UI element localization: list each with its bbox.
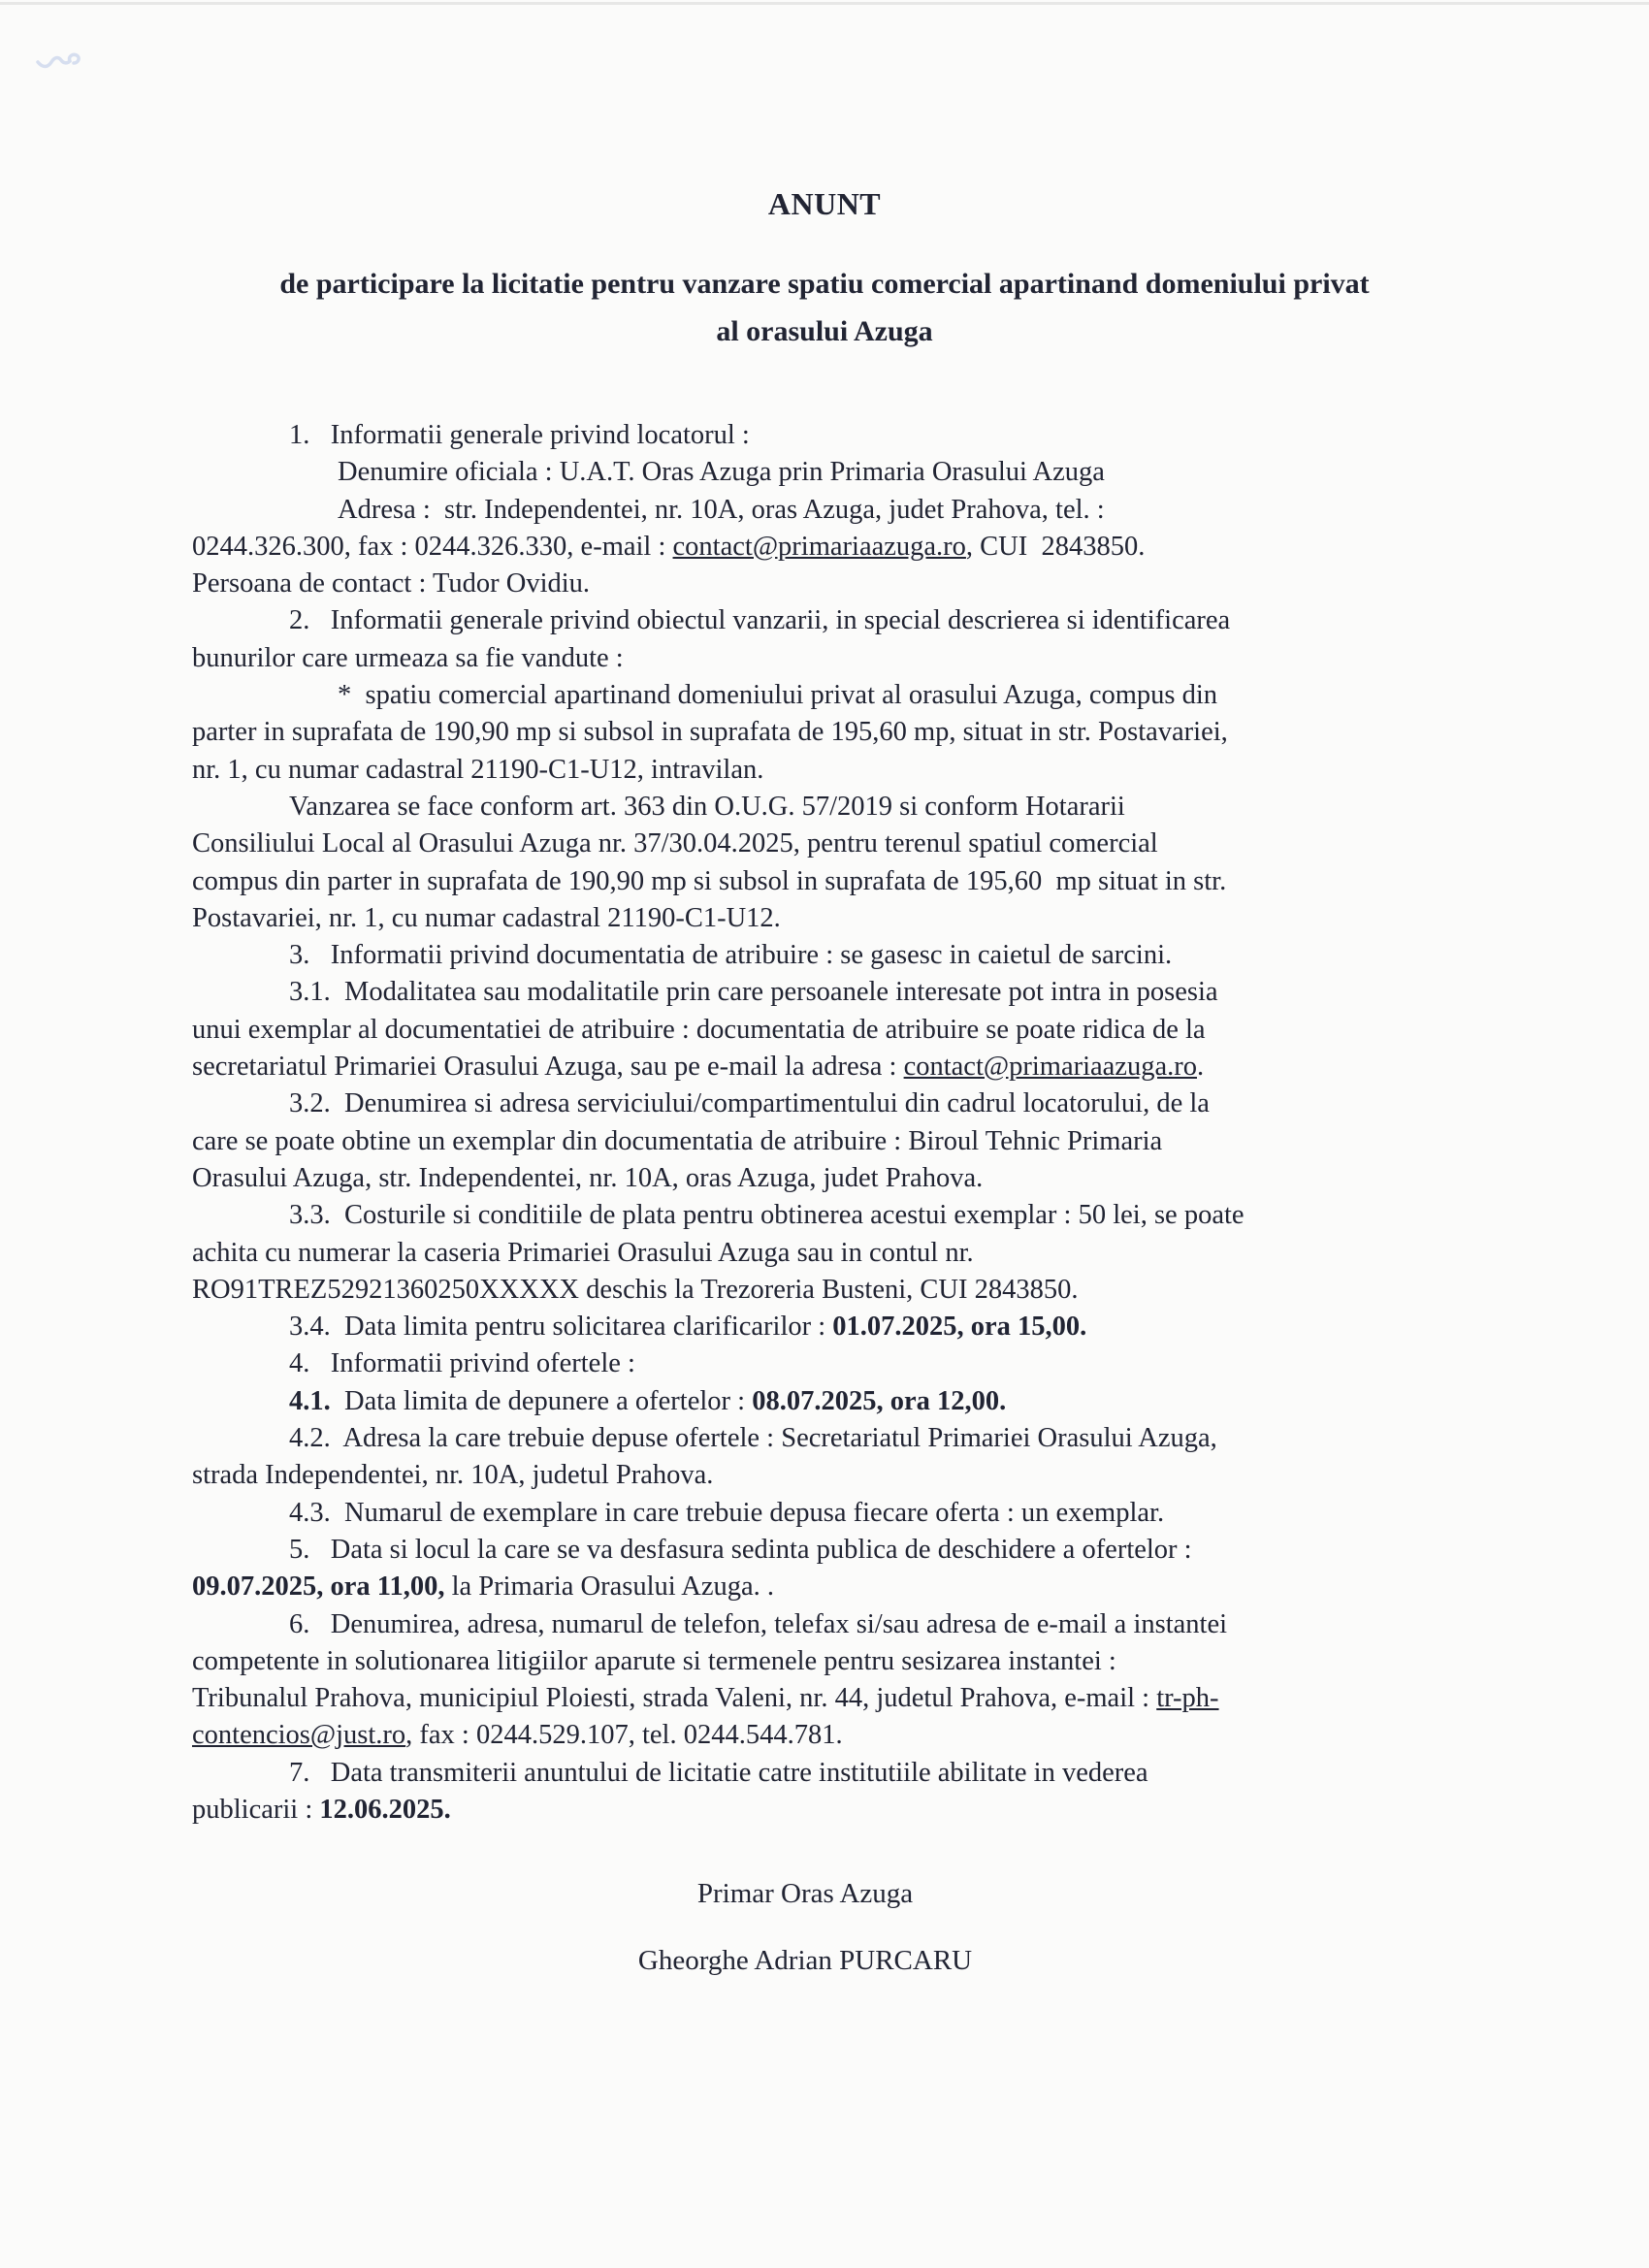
text-segment: 3.2. Denumirea si adresa serviciului/compartimentului din cadrul locatorului, de la [289,1088,1210,1119]
text-line [192,974,1482,1011]
text-line [192,1755,1482,1792]
text-segment: unui exemplar al documentatiei de atribuire : documentatia de atribuire se poate ridica de la [192,1014,1206,1045]
text-segment: Consiliului Local al Orasului Azuga nr. 37/30.04.2025, pentru terenul spatiul comercial [192,828,1158,859]
text-line [192,1309,1482,1345]
text-line [192,1495,1482,1532]
text-line [192,492,1482,529]
text-line [192,1680,1482,1717]
text-line [192,640,1482,677]
text-line [192,714,1482,751]
text-line [192,1606,1482,1643]
signature-role: Primar Oras Azuga [696,1878,914,1909]
text-line [192,1345,1482,1382]
text-segment: la Primaria Orasului Azuga. . [444,1571,774,1603]
text-line [192,1569,1482,1605]
text-line [192,863,1482,900]
text-segment: compus din parter in suprafata de 190,90 mp si subsol in suprafata de 195,60 mp situat in str. [192,865,1227,896]
text-segment: Postavariei, nr. 1, cu numar cadastral 21190-C1-U12. [192,902,781,933]
text-line [192,900,1482,937]
text-segment: secretariatul Primariei Orasului Azuga, sau pe e-mail la adresa : [192,1052,904,1083]
text-segment: 3.4. Data limita pentru solicitarea clarificarilor : [289,1312,833,1343]
text-segment: 4.1. [289,1385,331,1416]
text-line [192,602,1482,639]
text-segment: 08.07.2025, ora 12,00. [752,1385,1007,1416]
text-segment: 0244.326.300, fax : 0244.326.330, e-mail : [192,531,673,562]
pen-mark-squiggle [35,47,89,74]
text-segment: bunurilor care urmeaza sa fie vandute : [192,642,624,673]
scan-edge-artifact [0,2,1649,5]
text-segment: Vanzarea se face conform art. 363 din O.U.G. 57/2019 si conform Hotararii [289,791,1125,822]
text-segment: 7. Data transmiterii anuntului de licitatie catre institutiile abilitate in vederea [289,1757,1148,1788]
text-segment: 09.07.2025, ora 11,00, [192,1571,445,1603]
text-segment: 3. Informatii privind documentatia de atribuire : se gasesc in caietul de sarcini. [289,940,1173,971]
underlined-address-text: contencios@just.ro [192,1720,406,1751]
text-segment: 4. Informatii privind ofertele : [289,1348,635,1379]
text-segment: care se poate obtine un exemplar din documentatia de atribuire : Biroul Tehnic Primaria [192,1125,1163,1156]
text-segment: * spatiu comercial apartinand domeniului privat al orasului Azuga, compus din [338,680,1218,711]
text-segment: 3.3. Costurile si conditiile de plata pentru obtinerea acestui exemplar : 50 lei, se poate [289,1200,1245,1231]
text-line [192,1085,1482,1122]
text-line [192,1792,1482,1829]
subtitle-line-2: al orasului Azuga [716,315,933,347]
text-line [192,1012,1482,1049]
text-segment: nr. 1, cu numar cadastral 21190-C1-U12, intravilan. [192,754,764,785]
subtitle-line-1: de participare la licitatie pentru vanzare spatiu comercial apartinand domeniului privat [279,268,1370,300]
document-subtitle [0,260,1649,355]
text-segment: , fax : 0244.529.107, tel. 0244.544.781. [405,1720,843,1751]
text-segment: . [1196,1052,1205,1083]
text-line [192,1457,1482,1494]
text-line [192,1197,1482,1234]
text-segment: Data limita de depunere a ofertelor : [330,1385,753,1416]
underlined-address-text: contact@primariaazuga.ro [903,1052,1197,1083]
text-segment: RO91TREZ52921360250XXXXX deschis la Trezoreria Busteni, CUI 2843850. [192,1274,1079,1305]
signature-block [0,1878,1610,1977]
text-line [192,417,1482,454]
text-line [192,1643,1482,1680]
text-segment: 6. Denumirea, adresa, numarul de telefon, telefax si/sau adresa de e-mail a instantei [289,1608,1228,1639]
text-line [192,1532,1482,1569]
text-line [192,454,1482,491]
text-line [192,1123,1482,1160]
text-segment: Orasului Azuga, str. Independentei, nr. 10A, oras Azuga, judet Prahova. [192,1162,984,1193]
text-segment: 4.2. Adresa la care trebuie depuse ofertele : Secretariatul Primariei Orasului Azuga, [289,1423,1217,1454]
text-segment: 2. Informatii generale privind obiectul vanzarii, in special descrierea si identificarea [289,605,1231,636]
text-segment: parter in suprafata de 190,90 mp si subsol in suprafata de 195,60 mp, situat in str. Postavariei, [192,717,1228,748]
text-line [192,1717,1482,1754]
underlined-address-text: contact@primariaazuga.ro [672,531,966,562]
text-segment: 3.1. Modalitatea sau modalitatile prin care persoanele interesate pot intra in posesia [289,977,1218,1008]
text-segment: , CUI 2843850. [965,531,1146,562]
text-segment: achita cu numerar la caseria Primariei Orasului Azuga sau in contul nr. [192,1237,974,1268]
text-segment: Persoana de contact : Tudor Ovidiu. [192,568,591,599]
text-segment: competente in solutionarea litigiilor aparute si termenele pentru sesizarea instantei : [192,1645,1116,1676]
text-line [192,1160,1482,1197]
text-line [192,1383,1482,1420]
text-line [192,1420,1482,1457]
document-body [192,417,1482,1829]
underlined-address-text: tr-ph- [1156,1683,1219,1714]
text-line [192,1272,1482,1309]
text-segment: 12.06.2025. [319,1794,451,1825]
text-line [192,752,1482,789]
text-line [192,529,1482,566]
signature-name: Gheorghe Adrian PURCARU [637,1945,973,1976]
text-line [192,677,1482,714]
text-line [192,1235,1482,1272]
text-segment: 1. Informatii generale privind locatorul : [289,420,750,450]
text-segment: publicarii : [192,1794,320,1825]
text-line [192,937,1482,974]
text-segment: Adresa : str. Independentei, nr. 10A, oras Azuga, judet Prahova, tel. : [338,494,1105,525]
text-segment: 5. Data si locul la care se va desfasura sedinta publica de deschidere a ofertelor : [289,1534,1192,1565]
text-segment: 4.3. Numarul de exemplare in care trebuie depusa fiecare oferta : un exemplar. [289,1497,1165,1528]
text-line [192,789,1482,826]
text-segment: Tribunalul Prahova, municipiul Ploiesti, strada Valeni, nr. 44, judetul Prahova, e-mail : [192,1683,1157,1714]
text-segment: Denumire oficiala : U.A.T. Oras Azuga prin Primaria Orasului Azuga [338,457,1105,488]
text-line [192,826,1482,862]
text-line [192,566,1482,602]
text-segment: 01.07.2025, ora 15,00. [832,1312,1087,1343]
text-segment: strada Independentei, nr. 10A, judetul Prahova. [192,1460,714,1491]
document-title: ANUNT [767,186,882,221]
text-line [192,1049,1482,1085]
